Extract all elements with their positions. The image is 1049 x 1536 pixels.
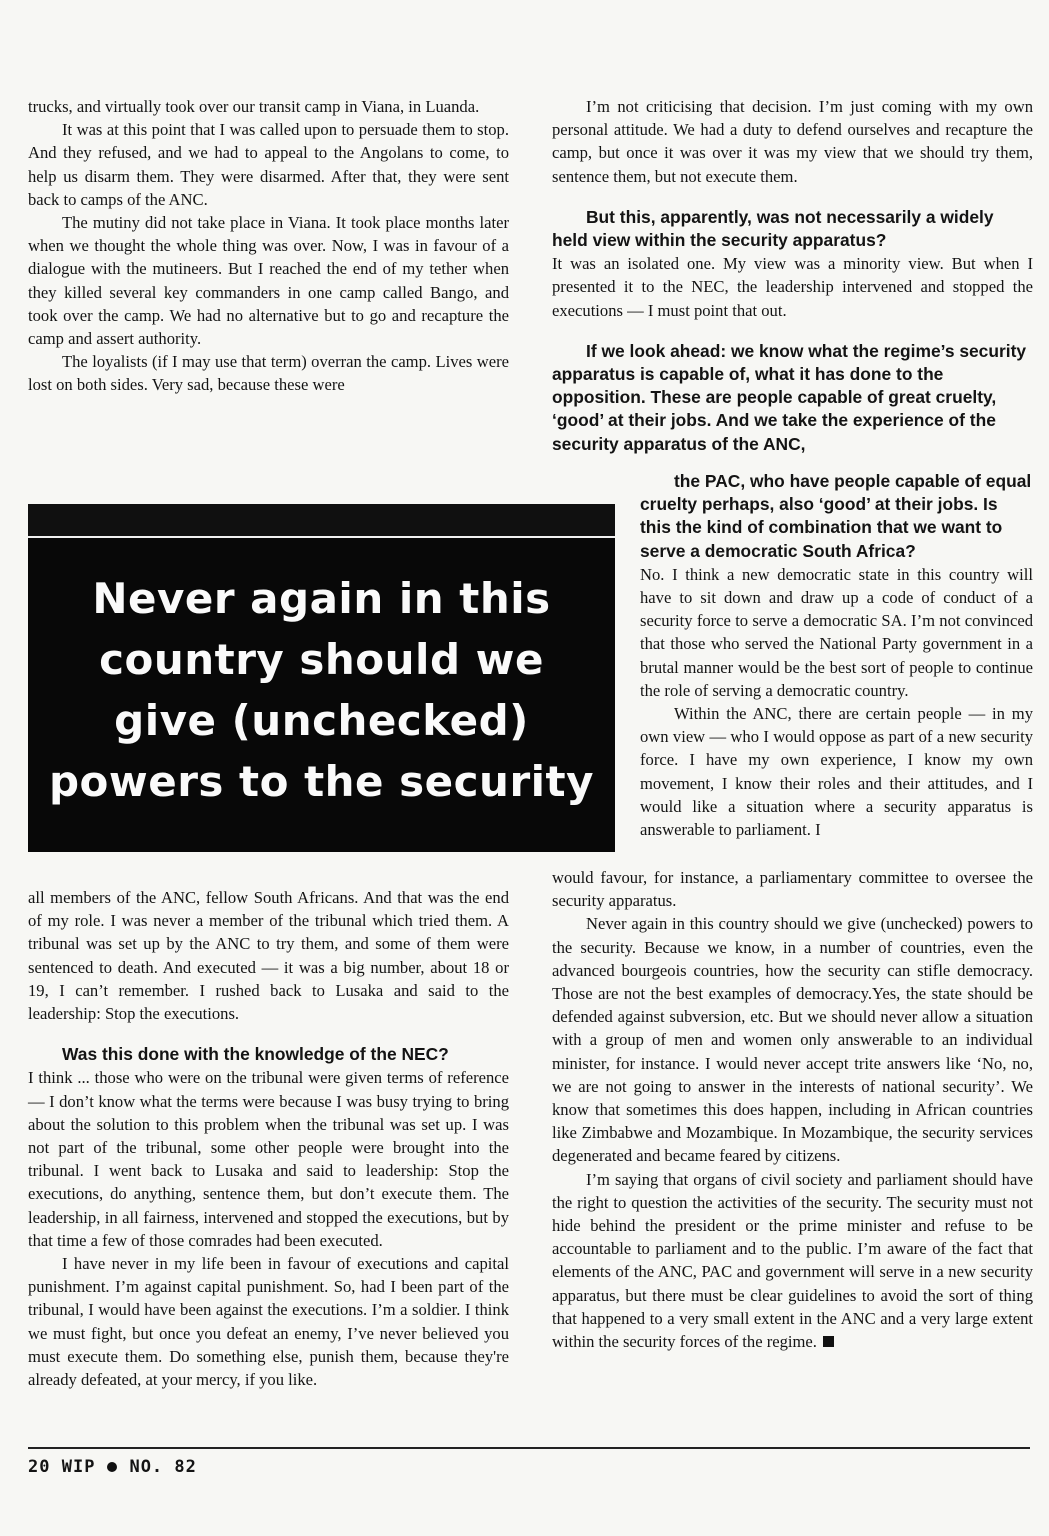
paragraph: It was an isolated one. My view was a minority view. But when I presented it to the NEC, the leadership intervened and stopped the executions — I must point that out. (552, 254, 1033, 320)
page-footer (28, 1457, 197, 1477)
right-column-bottom (552, 866, 1033, 1353)
paragraph: I’m not criticising that decision. I’m just coming with my own personal attitude. We had a duty to defend ourselves and recapture the camp, but once it was over it was my view that we should try them, sentence them, but not execute them. (552, 97, 1033, 186)
interview-question: But this, apparently, was not necessarily a widely held view within the security apparatus? (552, 206, 994, 251)
footer-rule (28, 1447, 1030, 1449)
end-of-article-mark (823, 1336, 834, 1347)
paragraph: all members of the ANC, fellow South Africans. And that was the end of my role. I was never a member of the tribunal which tried them. A tribunal was set up by the ANC to try them, and some of them were sentenced to death. And executed — it was a big number, about 18 or 19, I can’t remember. I rushed back to Lusaka and said to the leadership: Stop the executions. (28, 888, 509, 1024)
paragraph: The loyalists (if I may use that term) overran the camp. Lives were lost on both sides. Very sad, because these were (28, 352, 509, 395)
paragraph-text: I’m saying that organs of civil society and parliament should have the right to question the activities of the security. The security must not hide behind the president or the prime minister and refuse to be accountable to parliament and to the public. I’m aware of the fact that elements of the ANC, PAC and government will serve in a new security apparatus, but there must be clear guidelines to avoid the sort of thing that happened to a very small extent in the ANC and a very large extent within the security forces of the regime. (552, 1169, 1033, 1352)
issue-number: NO. 82 (129, 1457, 197, 1477)
interview-question: Was this done with the knowledge of the NEC? (62, 1044, 449, 1065)
paragraph: trucks, and virtually took over our transit camp in Viana, in Luanda. (28, 97, 480, 116)
pull-quote-text: Never again in this country should we give (unchecked) powers to the security (48, 574, 595, 806)
right-column-narrow (640, 470, 1033, 841)
bullet-icon (107, 1462, 117, 1472)
left-column-bottom (28, 886, 509, 1391)
pull-quote-bar (28, 504, 615, 538)
paragraph: No. I think a new democratic state in this country will have to sit down and draw up a code of conduct of a security force to serve a democratic SA. I’m not convinced that those who served the National Party government in a brutal manner would be the best sort of people to continue the role of serving a democratic country. (640, 564, 1033, 700)
right-column-top (552, 95, 1033, 456)
interview-question: If we look ahead: we know what the regime’s security apparatus is capable of, what it has done to the opposition. These are people capable of great cruelty, ‘good’ at their jobs. And we take the experience of the security apparatus of the ANC, (552, 340, 1027, 454)
left-column-top (28, 95, 509, 397)
paragraph: Within the ANC, there are certain people — in my own view — who I would oppose as part of a new security force. I have my own experience, I know my own movement, I know their roles and their attitudes, and I would like a situation where a security apparatus is answerable to parliament. I (640, 704, 1033, 840)
pull-quote-box (28, 504, 615, 852)
paragraph: I have never in my life been in favour of executions and capital punishment. I’m against capital punishment. So, had I been part of the tribunal, I would have been against the executions. I’m a soldier. I think we must fight, but once you defeat an enemy, I’ve never believed you must execute them. Do something else, punish them, because they're already defeated, at your mercy, if you like. (28, 1254, 509, 1390)
paragraph: The mutiny did not take place in Viana. It took place months later when we thought the whole thing was over. Now, I was in favour of a dialogue with the mutineers. But I reached the end of my tether when they killed several key commanders in one camp called Bango, and took over the camp. We had no alternative but to go and recapture the camp and assert authority. (28, 213, 509, 349)
magazine-name: WIP (61, 1457, 96, 1477)
paragraph: It was at this point that I was called upon to persuade them to stop. And they refused, and we had to appeal to the Angolans to come, to help us disarm them. They were disarmed. After that, they were sent back to camps of the ANC. (28, 120, 509, 209)
paragraph: would favour, for instance, a parliamentary committee to oversee the security apparatus. (552, 868, 1033, 911)
paragraph-final (552, 1168, 1033, 1354)
paragraph: I think ... those who were on the tribunal were given terms of reference — I don’t know what the terms were because I was busy trying to bring about the solution to this problem when the tribunal was set up. I was not part of the tribunal, some other people were brought into the tribunal. I went back to Lusaka and said to leadership: Stop the executions, do anything, sentence them, but don’t execute them. The leadership, in all fairness, intervened and stopped the executions, but by that time a few of those comrades had been executed. (28, 1068, 509, 1250)
interview-question-continued: the PAC, who have people capable of equal cruelty perhaps, also ‘good’ at their jobs. Is this the kind of combination that we want to serve a democratic South Africa? (640, 471, 1032, 561)
paragraph: Never again in this country should we give (unchecked) powers to the security. Because we know, in a number of countries, even the advanced bourgeois countries, how the security can stifle democracy. Those are not the best examples of democracy.Yes, the state should be defended against subversion, etc. But we should never allow a situation with a group of men and women only answerable to an individual minister, for instance. I would never accept trite answers like ‘No, no, we are not going to answer in the interests of national security’. We know that sometimes this does happen, including in African countries like Zimbabwe and Mozambique. In Mozambique, the security services degenerated and became feared by citizens. (552, 914, 1033, 1166)
page-number: 20 (28, 1457, 51, 1477)
